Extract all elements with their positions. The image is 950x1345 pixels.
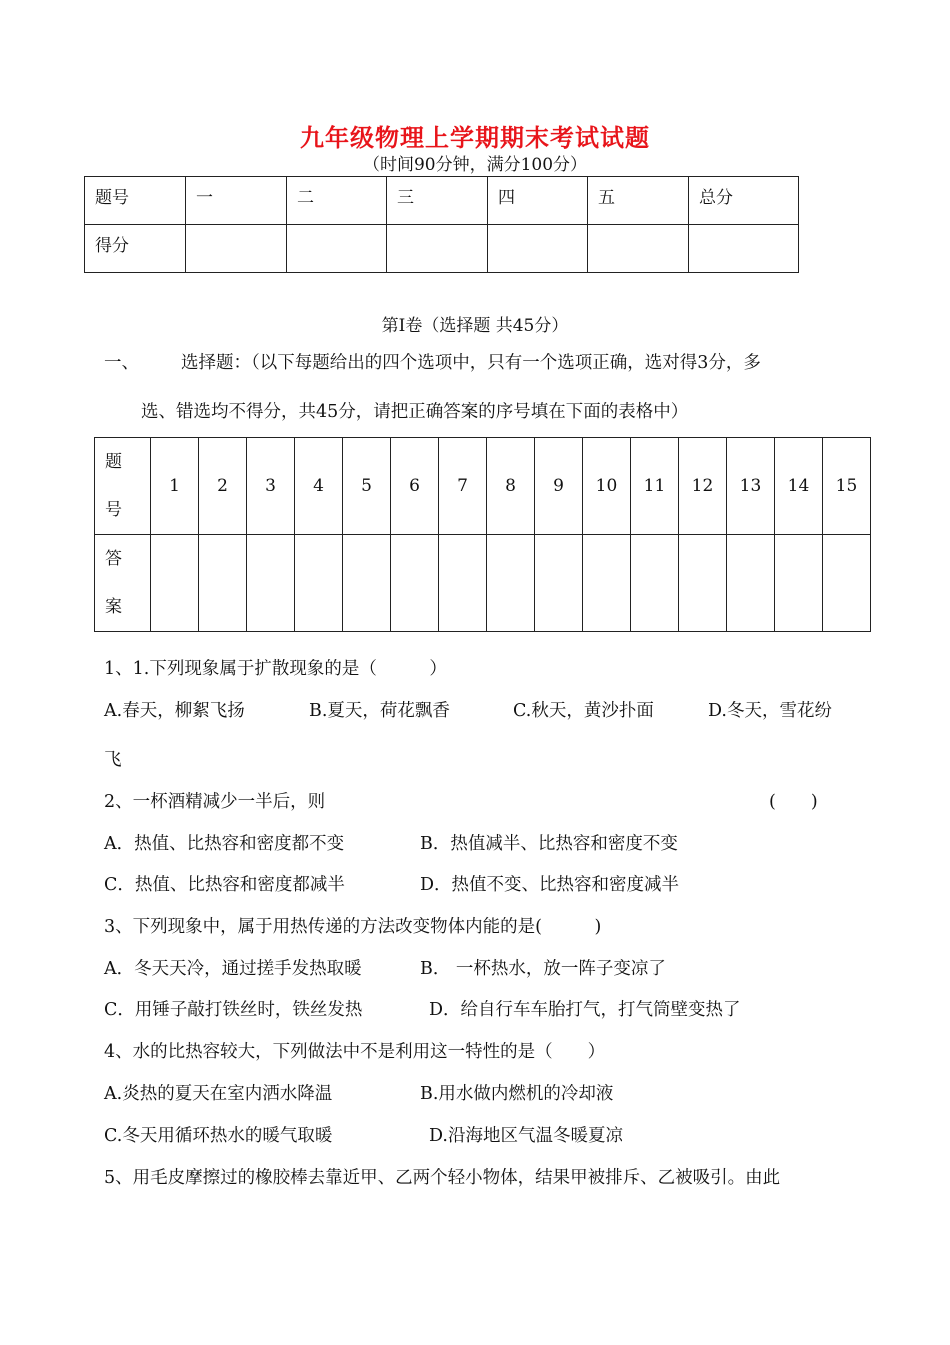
exam-duration-note: （时间90分钟，满分100分） bbox=[362, 155, 588, 175]
section-instruction-line1: 选择题：（以下每题给出的四个选项中，只有一个选项正确，选对得3分，多 bbox=[181, 353, 761, 373]
score-header-cell: 题号 bbox=[85, 177, 186, 225]
row-label-char: 案 bbox=[105, 597, 122, 617]
question-number-cell: 10 bbox=[583, 438, 631, 535]
answer-cell bbox=[583, 535, 631, 632]
question-number-cell: 6 bbox=[391, 438, 439, 535]
question-1-option-c: C.秋天，黄沙扑面 bbox=[513, 701, 654, 721]
question-number-cell: 2 bbox=[199, 438, 247, 535]
question-3-option-d: D．给自行车车胎打气，打气筒壁变热了 bbox=[429, 1000, 741, 1020]
answer-table-row-label bbox=[95, 535, 151, 632]
answer-cell bbox=[823, 535, 871, 632]
score-header-cell: 一 bbox=[186, 177, 287, 225]
question-2-option-c: C．热值、比热容和密度都减半 bbox=[104, 875, 345, 895]
answer-cell bbox=[391, 535, 439, 632]
answer-cell bbox=[487, 535, 535, 632]
question-number-cell: 5 bbox=[343, 438, 391, 535]
question-3-option-a: A．冬天天冷，通过搓手发热取暖 bbox=[104, 959, 362, 979]
answer-table-answer-row bbox=[95, 535, 871, 632]
question-3-option-b: B． 一杯热水，放一阵子变凉了 bbox=[420, 959, 666, 979]
answer-cell bbox=[631, 535, 679, 632]
score-header-cell: 二 bbox=[287, 177, 387, 225]
question-4-stem: 4、水的比热容较大，下列做法中不是利用这一特性的是（ ） bbox=[104, 1042, 606, 1062]
score-row-label: 得分 bbox=[85, 225, 186, 273]
row-label-char: 答 bbox=[105, 549, 122, 569]
question-1-option-a: A.春天，柳絮飞扬 bbox=[104, 701, 245, 721]
question-1-option-d: D.冬天，雪花纷 bbox=[708, 701, 832, 721]
question-1-stem: 1、1.下列现象属于扩散现象的是（ ） bbox=[104, 659, 447, 679]
answer-cell bbox=[199, 535, 247, 632]
question-number-cell: 12 bbox=[679, 438, 727, 535]
question-1-option-b: B.夏天，荷花飘香 bbox=[309, 701, 450, 721]
question-number-cell: 3 bbox=[247, 438, 295, 535]
question-2-option-d: D．热值不变、比热容和密度减半 bbox=[420, 875, 680, 895]
score-cell bbox=[588, 225, 689, 273]
row-label-char: 号 bbox=[105, 500, 122, 520]
score-header-cell: 五 bbox=[588, 177, 689, 225]
score-header-cell: 总分 bbox=[689, 177, 799, 225]
section-number: 一、 bbox=[104, 353, 139, 373]
score-header-cell: 四 bbox=[488, 177, 588, 225]
question-number-cell: 13 bbox=[727, 438, 775, 535]
question-4-option-b: B.用水做内燃机的冷却液 bbox=[420, 1084, 614, 1104]
score-table-header-row bbox=[85, 177, 799, 225]
question-2-answer-bracket: ( ) bbox=[769, 792, 818, 812]
question-3-stem: 3、下列现象中，属于用热传递的方法改变物体内能的是( ) bbox=[104, 917, 602, 937]
answer-cell bbox=[151, 535, 199, 632]
question-2-option-a: A．热值、比热容和密度都不变 bbox=[104, 834, 345, 854]
question-number-cell: 9 bbox=[535, 438, 583, 535]
score-table-score-row bbox=[85, 225, 799, 273]
score-cell bbox=[186, 225, 287, 273]
question-4-option-c: C.冬天用循环热水的暖气取暖 bbox=[104, 1126, 333, 1146]
section-title: 第Ⅰ卷（选择题 共45分） bbox=[381, 316, 569, 336]
answer-table-number-row bbox=[95, 438, 871, 535]
question-2-option-b: B．热值减半、比热容和密度不变 bbox=[420, 834, 678, 854]
question-5-stem: 5、用毛皮摩擦过的橡胶棒去靠近甲、乙两个轻小物体，结果甲被排斥、乙被吸引。由此 bbox=[104, 1168, 781, 1188]
question-4-option-d: D.沿海地区气温冬暖夏凉 bbox=[429, 1126, 623, 1146]
question-number-cell: 15 bbox=[823, 438, 871, 535]
section-instruction-line2: 选、错选均不得分，共45分，请把正确答案的序号填在下面的表格中） bbox=[141, 402, 689, 422]
question-number-cell: 8 bbox=[487, 438, 535, 535]
question-4-option-a: A.炎热的夏天在室内洒水降温 bbox=[104, 1084, 333, 1104]
row-label-char: 题 bbox=[105, 452, 122, 472]
score-cell bbox=[387, 225, 488, 273]
score-table bbox=[84, 176, 799, 273]
question-number-cell: 4 bbox=[295, 438, 343, 535]
answer-cell bbox=[679, 535, 727, 632]
score-cell bbox=[287, 225, 387, 273]
question-3-option-c: C．用锤子敲打铁丝时，铁丝发热 bbox=[104, 1000, 363, 1020]
answer-table-row-label bbox=[95, 438, 151, 535]
score-cell bbox=[689, 225, 799, 273]
answer-cell bbox=[439, 535, 487, 632]
answer-table bbox=[94, 437, 871, 632]
answer-cell bbox=[775, 535, 823, 632]
page-title: 九年级物理上学期期末考试试题 bbox=[300, 123, 650, 152]
question-number-cell: 14 bbox=[775, 438, 823, 535]
answer-cell bbox=[295, 535, 343, 632]
answer-cell bbox=[247, 535, 295, 632]
question-number-cell: 7 bbox=[439, 438, 487, 535]
question-number-cell: 11 bbox=[631, 438, 679, 535]
answer-cell bbox=[535, 535, 583, 632]
question-1-continuation: 飞 bbox=[104, 750, 122, 770]
question-number-cell: 1 bbox=[151, 438, 199, 535]
answer-cell bbox=[727, 535, 775, 632]
question-2-stem: 2、一杯酒精减少一半后，则 bbox=[104, 792, 326, 812]
score-cell bbox=[488, 225, 588, 273]
score-header-cell: 三 bbox=[387, 177, 488, 225]
answer-cell bbox=[343, 535, 391, 632]
